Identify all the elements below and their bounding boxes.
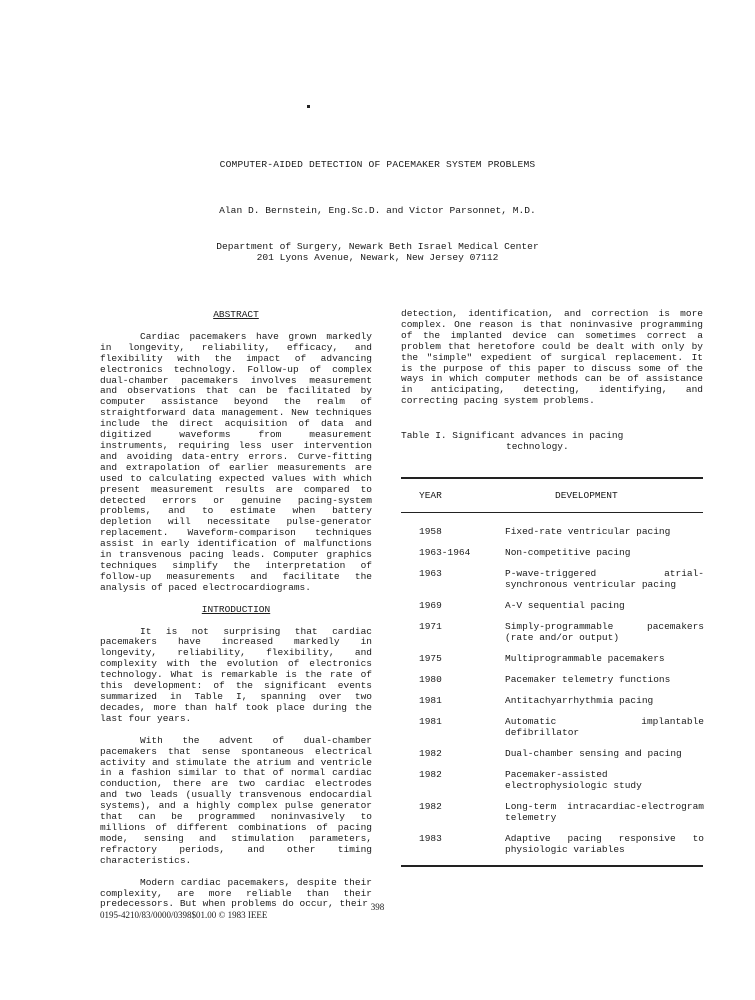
table-bottom-rule xyxy=(401,865,703,867)
row-year: 1982 xyxy=(419,769,442,781)
header-development: DEVELOPMENT xyxy=(555,489,618,501)
row-year: 1958 xyxy=(419,526,442,538)
row-development: A-V sequential pacing xyxy=(505,600,625,612)
table-row xyxy=(401,674,704,695)
row-year: 1975 xyxy=(419,653,442,665)
row-year: 1981 xyxy=(419,716,442,728)
row-development: Antitachyarrhythmia pacing xyxy=(505,695,654,707)
row-year: 1980 xyxy=(419,674,442,686)
intro-paragraph-2: With the advent of dual-chamber pacemakers that sense spontaneous electrical activity and stimulate the atrium and ventricle in a fashion similar to that of normal cardiac conduction, there are two cardiac electrodes and two leads (usually transvenous endocardial systems), and a highly complex pulse generator that can be programmed noninvasively to millions of different combinations of pacing mode, sensing and stimulation parameters, refractory periods, and other timing characteristics. xyxy=(100,734,372,866)
intro-paragraph-1: It is not surprising that cardiac pacemakers have increased markedly in longevity, reliability, flexibility, and complexity with the evolution of electronics technology. What is remarkable is the rate of this development: of the significant events summarized in Table I, spanning over two decades, more than half took place during the last four years. xyxy=(100,625,372,724)
stray-mark xyxy=(307,105,310,108)
table-caption xyxy=(401,430,703,452)
table-row xyxy=(401,653,704,674)
row-development: Simply-programmable pacemakers (rate and/or output) xyxy=(505,621,704,644)
right-column xyxy=(401,309,703,867)
row-year: 1981 xyxy=(419,695,442,707)
table-row xyxy=(401,716,704,748)
row-development: Adaptive pacing responsive to physiologic variables xyxy=(505,833,704,856)
page-number: 398 xyxy=(370,902,385,912)
row-year: 1982 xyxy=(419,801,442,813)
row-development: Non-competitive pacing xyxy=(505,547,631,559)
header-year: YEAR xyxy=(419,489,442,501)
row-development: Fixed-rate ventricular pacing xyxy=(505,526,671,538)
developments-table xyxy=(401,479,704,512)
affiliation-line-2: 201 Lyons Avenue, Newark, New Jersey 07112 xyxy=(256,252,499,263)
paper-title: COMPUTER-AIDED DETECTION OF PACEMAKER SYSTEM PROBLEMS xyxy=(219,159,536,170)
table-caption-line-2: technology. xyxy=(506,441,569,453)
row-year: 1971 xyxy=(419,621,442,633)
intro-paragraph-3: Modern cardiac pacemakers, despite their complexity, are more reliable than their predecessors. But when problems do occur, their xyxy=(100,876,372,910)
affiliation xyxy=(0,241,755,263)
affiliation-line-1: Department of Surgery, Newark Beth Israel Medical Center xyxy=(216,241,539,252)
developments-table-body xyxy=(401,526,704,865)
introduction-heading: INTRODUCTION xyxy=(201,603,271,615)
row-development: Long-term intracardiac-electrogram telemetry xyxy=(505,801,704,824)
row-year: 1969 xyxy=(419,600,442,612)
table-row xyxy=(401,769,704,801)
left-column xyxy=(100,310,372,910)
row-year: 1983 xyxy=(419,833,442,845)
row-development: P-wave-triggered atrial-synchronous ventricular pacing xyxy=(505,568,704,591)
table-row xyxy=(401,695,704,716)
copyright-line: 0195-4210/83/0000/0398$01.00 © 1983 IEEE xyxy=(100,910,268,920)
row-year: 1963-1964 xyxy=(419,547,471,559)
table-row xyxy=(401,568,704,600)
row-year: 1963 xyxy=(419,568,442,580)
table-row xyxy=(401,526,704,547)
table-row xyxy=(401,621,704,653)
row-development: Multiprogrammable pacemakers xyxy=(505,653,665,665)
row-development: Automatic implantable defibrillator xyxy=(505,716,704,739)
row-development: Dual-chamber sensing and pacing xyxy=(505,748,682,760)
table-row xyxy=(401,600,704,621)
abstract-heading: ABSTRACT xyxy=(213,309,259,320)
row-development: Pacemaker telemetry functions xyxy=(505,674,671,686)
abstract-text: Cardiac pacemakers have grown markedly in longevity, reliability, efficacy, and flexibility with the impact of advancing electronics technology. Follow-up of complex dual-chamber pacemakers involves measurement and observations that can be facilitated by computer assistance beyond the realm of straightforward data management. New techniques include the direct acquisition of data and digitized waveforms from measurement instruments, requiring less user intervention and avoiding data-entry errors. Curve-fitting and extrapolation of earlier measurements are used to calculating expected values with which present measurement results are compared to detected errors or genuine pacing-system problems, and to estimate when battery depletion will necessitate pulse-generator replacement. Waveform-comparison techniques assist in early identification of malfunctions in transvenous pacing leads. Computer graphics techniques simplify the interpretation of follow-up measurements and facilitate the analysis of paced electrocardiograms. xyxy=(100,330,372,593)
table-row xyxy=(401,833,704,865)
table-caption-line-1: Table I. Significant advances in pacing xyxy=(401,430,624,442)
table-row xyxy=(401,748,704,769)
table-header-row xyxy=(401,479,704,512)
authors: Alan D. Bernstein, Eng.Sc.D. and Victor Parsonnet, M.D. xyxy=(219,205,536,216)
table-row xyxy=(401,547,704,568)
row-development: Pacemaker-assisted electrophysiologic study xyxy=(505,769,642,792)
row-year: 1982 xyxy=(419,748,442,760)
continuation-paragraph: detection, identification, and correction is more complex. One reason is that noninvasive programming of the implanted device can sometimes correct a problem that heretofore could be dealt with only by the "simple" expedient of surgical replacement. It is the purpose of this paper to discuss some of the ways in which computer methods can be of assistance in anticipating, detecting, identifying, and correcting pacing system problems. xyxy=(401,308,703,407)
table-row xyxy=(401,801,704,833)
